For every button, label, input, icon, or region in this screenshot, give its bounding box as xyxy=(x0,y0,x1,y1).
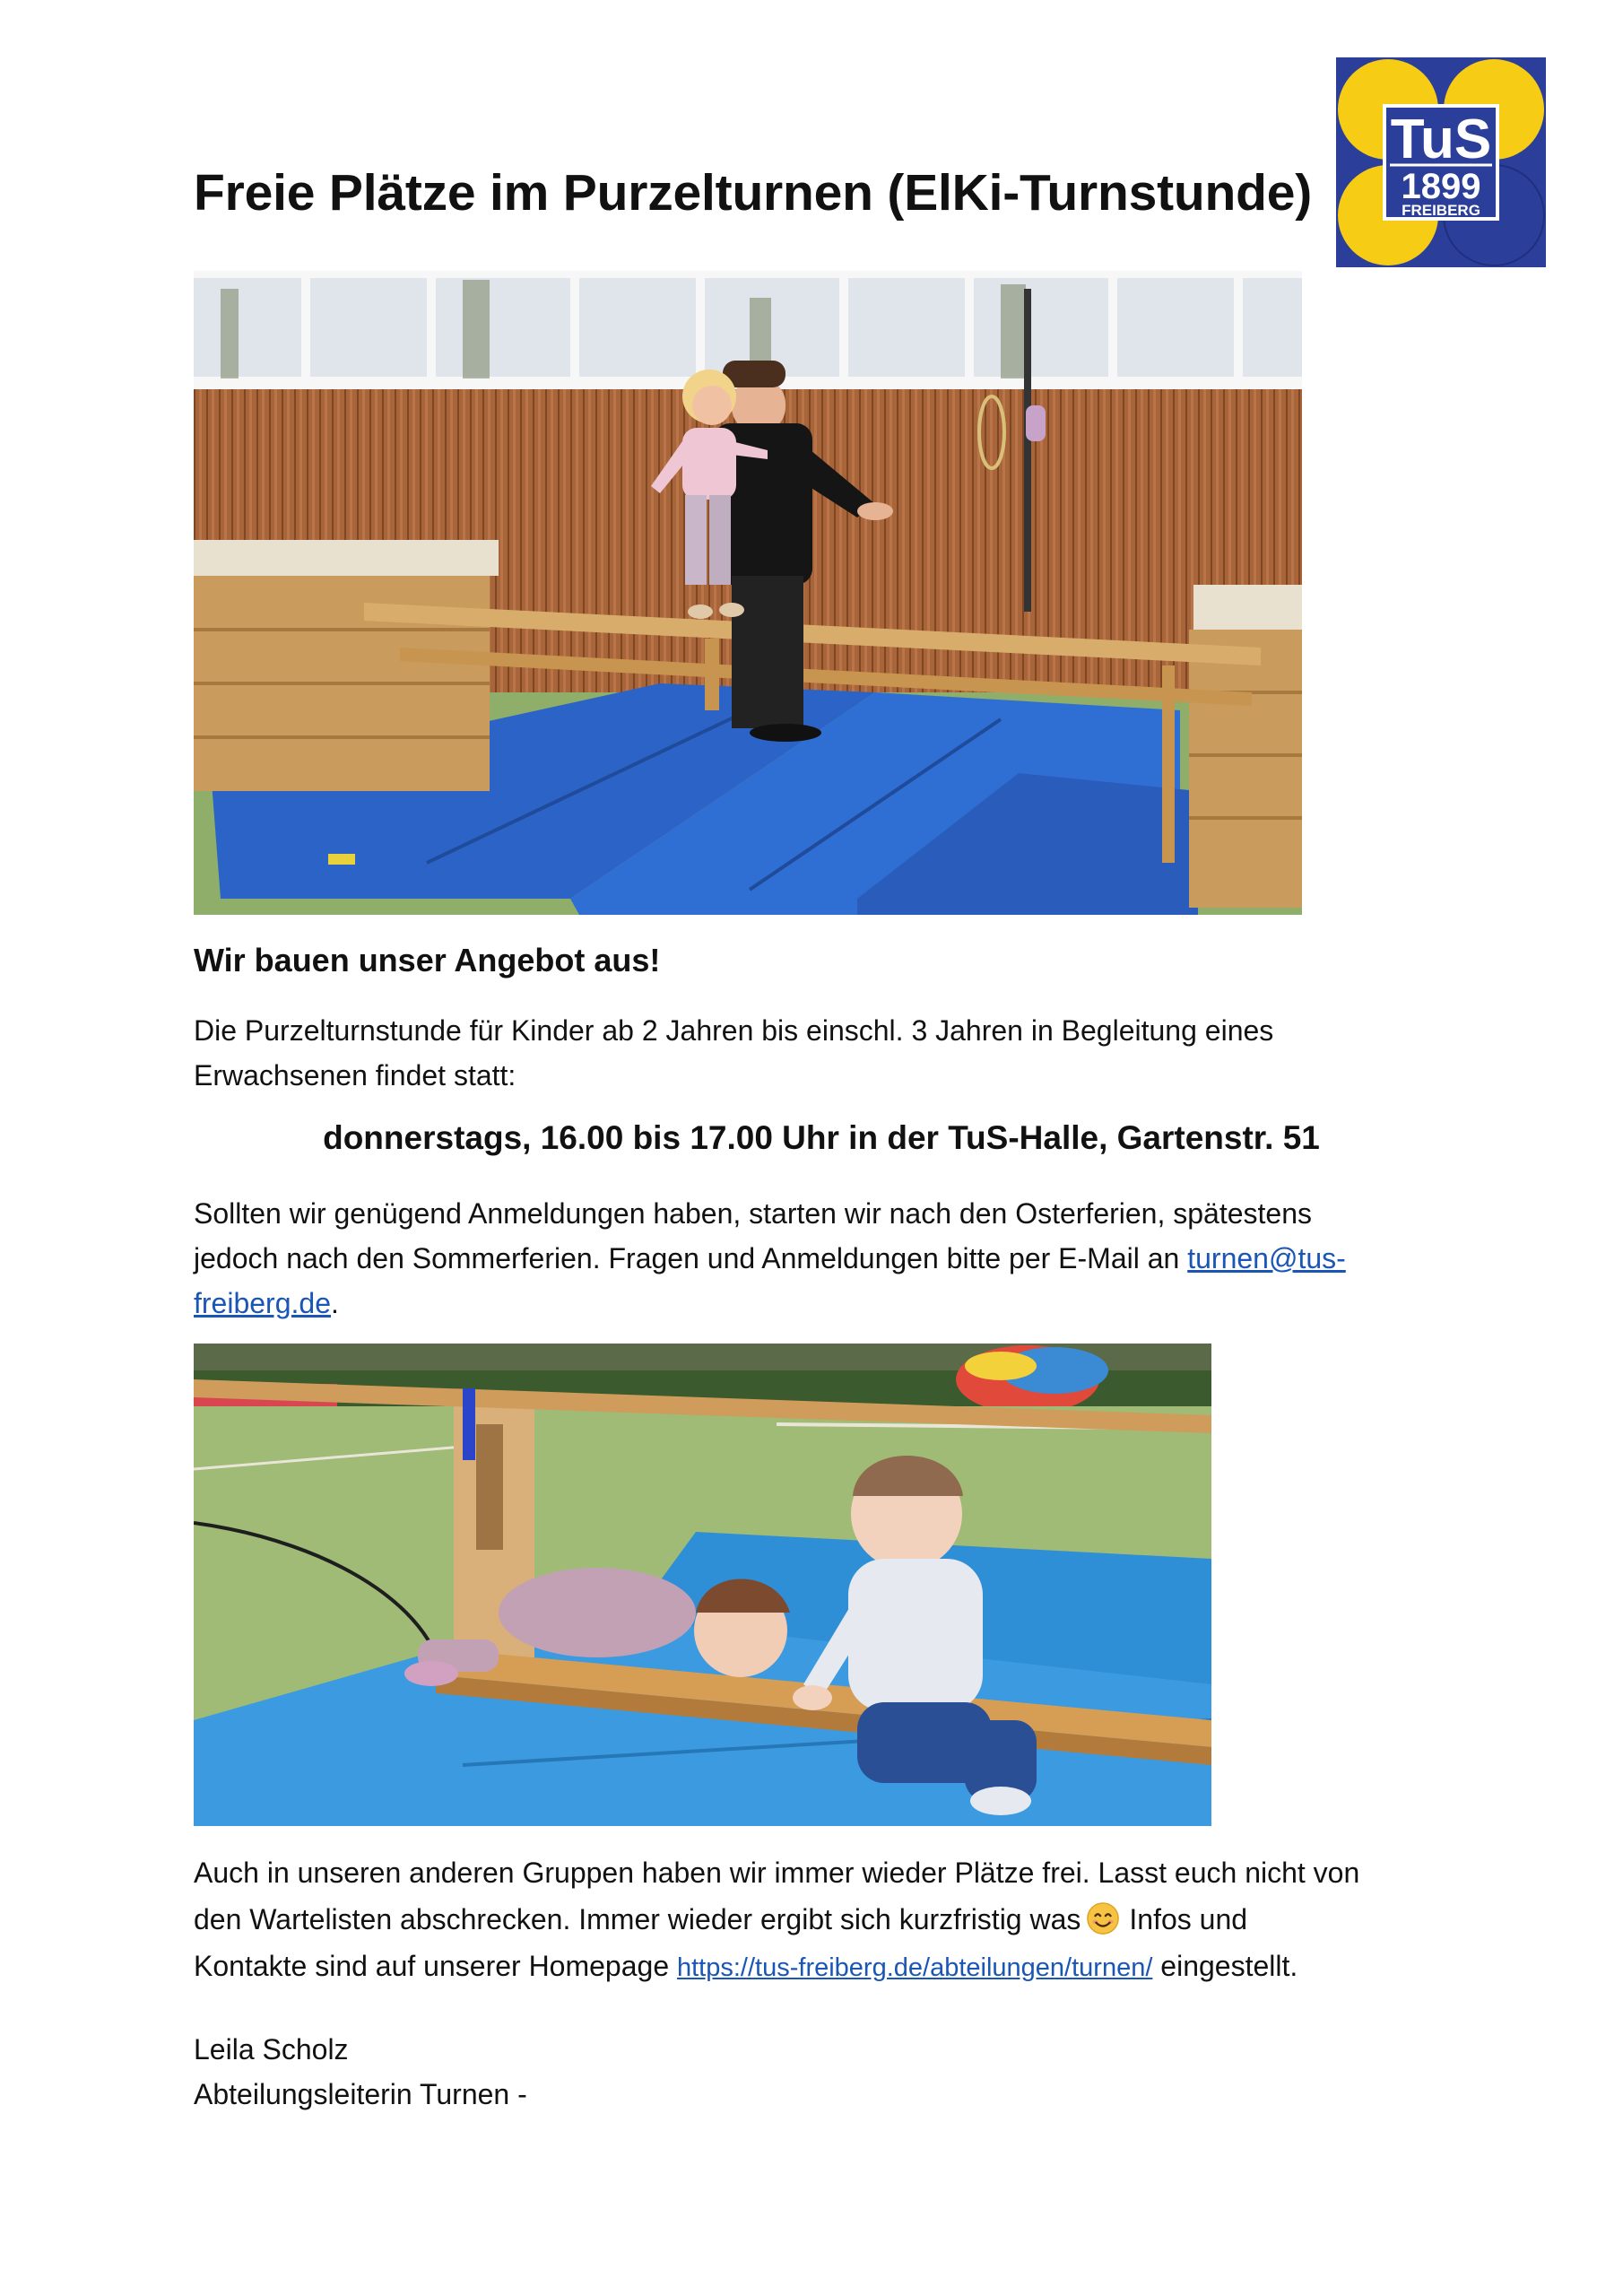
intro-paragraph xyxy=(194,1008,1273,1098)
smiling-face-icon xyxy=(1086,1901,1120,1935)
photo-toddlers-bench xyxy=(194,1344,1211,1826)
groups-line-3 xyxy=(194,1943,1359,1991)
email-link-part-2[interactable]: freiberg.de xyxy=(194,1287,331,1319)
groups-line-2 xyxy=(194,1896,1359,1943)
registration-line-1: Sollten wir genügend Anmeldungen haben, starten wir nach den Osterferien, spätestens xyxy=(194,1197,1313,1230)
section-subheading: Wir bauen unser Angebot aus! xyxy=(194,942,661,978)
groups-line-2-end: Infos und xyxy=(1129,1903,1248,1935)
logo-text-city: FREIBERG xyxy=(1402,202,1480,219)
logo-text-year: 1899 xyxy=(1401,167,1481,206)
schedule-highlight: donnerstags, 16.00 bis 17.00 Uhr in der TuS-Halle, Gartenstr. 51 xyxy=(323,1119,1320,1156)
groups-line-3-end: eingestellt. xyxy=(1152,1950,1298,1982)
tus-freiberg-logo xyxy=(1336,57,1546,267)
registration-line-3-end: . xyxy=(330,1287,339,1319)
page-title: Freie Plätze im Purzelturnen (ElKi-Turnstunde) xyxy=(194,164,1313,222)
registration-line-3 xyxy=(194,1281,1346,1326)
signature-role: Abteilungsleiterin Turnen - xyxy=(194,2078,527,2110)
logo-text-tus: TuS xyxy=(1390,109,1492,170)
signature-name: Leila Scholz xyxy=(194,2033,349,2066)
intro-line-1: Die Purzelturnstunde für Kinder ab 2 Jahren bis einschl. 3 Jahren in Begleitung eines xyxy=(194,1014,1274,1047)
signature-block xyxy=(194,2027,527,2117)
groups-line-3-text: Kontakte sind auf unserer Homepage xyxy=(194,1950,677,1982)
intro-line-2: Erwachsenen findet statt: xyxy=(194,1059,516,1091)
groups-line-1: Auch in unseren anderen Gruppen haben wir immer wieder Plätze frei. Lasst euch nicht von xyxy=(194,1857,1360,1889)
registration-line-2 xyxy=(194,1236,1346,1281)
groups-line-2-text: den Wartelisten abschrecken. Immer wieder ergibt sich kurzfristig was xyxy=(194,1903,1081,1935)
registration-paragraph xyxy=(194,1191,1346,1326)
email-link-part-1[interactable]: turnen@tus- xyxy=(1187,1242,1346,1274)
groups-paragraph xyxy=(194,1849,1359,1991)
homepage-link[interactable]: https://tus-freiberg.de/abteilungen/turnen/ xyxy=(677,1953,1153,1982)
registration-line-2-text: jedoch nach den Sommerferien. Fragen und Anmeldungen bitte per E-Mail an xyxy=(194,1242,1188,1274)
photo-balance-beam xyxy=(194,271,1302,915)
